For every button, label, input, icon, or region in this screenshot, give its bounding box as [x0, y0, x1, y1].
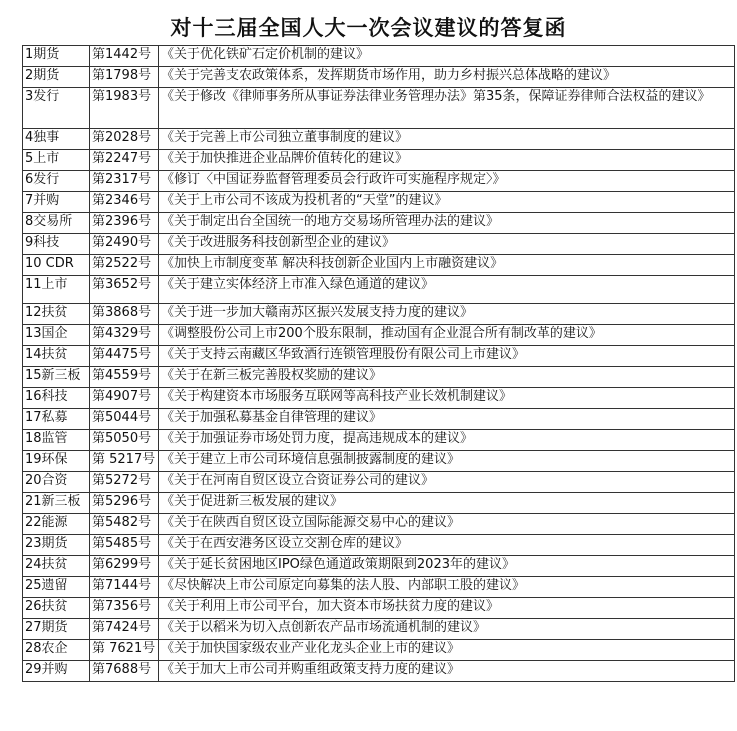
number-cell: 第7356号 — [90, 598, 159, 619]
category-cell: 21新三板 — [23, 493, 90, 514]
title-cell: 《关于建立上市公司环境信息强制披露制度的建议》 — [159, 451, 735, 472]
proposal-table — [22, 45, 735, 682]
number-cell: 第3868号 — [90, 304, 159, 325]
number-cell: 第7424号 — [90, 619, 159, 640]
category-cell: 9科技 — [23, 234, 90, 255]
table-row — [23, 367, 735, 388]
table-row — [23, 451, 735, 472]
number-cell: 第 7621号 — [90, 640, 159, 661]
title-cell: 《修订〈中国证券监督管理委员会行政许可实施程序规定〉》 — [159, 171, 735, 192]
number-cell: 第5272号 — [90, 472, 159, 493]
title-cell: 《关于建立实体经济上市准入绿色通道的建议》 — [159, 276, 735, 304]
table-row — [23, 255, 735, 276]
table-row — [23, 192, 735, 213]
category-cell: 14扶贫 — [23, 346, 90, 367]
title-cell: 《关于制定出台全国统一的地方交易场所管理办法的建议》 — [159, 213, 735, 234]
number-cell: 第4475号 — [90, 346, 159, 367]
title-cell: 《关于促进新三板发展的建议》 — [159, 493, 735, 514]
title-cell: 《关于完善支农政策体系，发挥期货市场作用，助力乡村振兴总体战略的建议》 — [159, 67, 735, 88]
number-cell: 第4559号 — [90, 367, 159, 388]
number-cell: 第2247号 — [90, 150, 159, 171]
table-row — [23, 276, 735, 304]
title-cell: 《关于延长贫困地区IPO绿色通道政策期限到2023年的建议》 — [159, 556, 735, 577]
page-title: 对十三届全国人大一次会议建议的答复函 — [170, 16, 567, 40]
title-cell: 《加快上市制度变革 解决科技创新企业国内上市融资建议》 — [159, 255, 735, 276]
title-cell: 《关于在新三板完善股权奖励的建议》 — [159, 367, 735, 388]
title-cell: 《关于完善上市公司独立董事制度的建议》 — [159, 129, 735, 150]
title-cell: 《关于以稻米为切入点创新农产品市场流通机制的建议》 — [159, 619, 735, 640]
title-cell: 《关于修改《律师事务所从事证券法律业务管理办法》第35条，保障证券律师合法权益的建议》 — [159, 88, 735, 129]
title-cell: 《关于上市公司不该成为投机者的“天堂”的建议》 — [159, 192, 735, 213]
category-cell: 13国企 — [23, 325, 90, 346]
category-cell: 23期货 — [23, 535, 90, 556]
table-row — [23, 88, 735, 129]
title-cell: 《关于加快推进企业品牌价值转化的建议》 — [159, 150, 735, 171]
title-cell: 《关于在陕西自贸区设立国际能源交易中心的建议》 — [159, 514, 735, 535]
table-row — [23, 472, 735, 493]
category-cell: 2期货 — [23, 67, 90, 88]
category-cell: 12扶贫 — [23, 304, 90, 325]
category-cell: 18监管 — [23, 430, 90, 451]
category-cell: 8交易所 — [23, 213, 90, 234]
title-cell: 《关于进一步加大赣南苏区振兴发展支持力度的建议》 — [159, 304, 735, 325]
number-cell: 第7144号 — [90, 577, 159, 598]
category-cell: 16科技 — [23, 388, 90, 409]
category-cell: 11上市 — [23, 276, 90, 304]
title-cell: 《尽快解决上市公司原定向募集的法人股、内部职工股的建议》 — [159, 577, 735, 598]
number-cell: 第3652号 — [90, 276, 159, 304]
table-row — [23, 129, 735, 150]
category-cell: 15新三板 — [23, 367, 90, 388]
category-cell: 3发行 — [23, 88, 90, 129]
category-cell: 26扶贫 — [23, 598, 90, 619]
number-cell: 第5482号 — [90, 514, 159, 535]
table-row — [23, 234, 735, 255]
number-cell: 第5485号 — [90, 535, 159, 556]
number-cell: 第7688号 — [90, 661, 159, 682]
category-cell: 6发行 — [23, 171, 90, 192]
table-row — [23, 325, 735, 346]
category-cell: 5上市 — [23, 150, 90, 171]
table-row — [23, 493, 735, 514]
title-cell: 《关于改进服务科技创新型企业的建议》 — [159, 234, 735, 255]
table-row — [23, 598, 735, 619]
table-row — [23, 346, 735, 367]
category-cell: 25遗留 — [23, 577, 90, 598]
table-row — [23, 535, 735, 556]
category-cell: 22能源 — [23, 514, 90, 535]
number-cell: 第4907号 — [90, 388, 159, 409]
category-cell: 27期货 — [23, 619, 90, 640]
table-row — [23, 171, 735, 192]
title-cell: 《关于加快国家级农业产业化龙头企业上市的建议》 — [159, 640, 735, 661]
title-cell: 《关于加强私募基金自律管理的建议》 — [159, 409, 735, 430]
number-cell: 第5050号 — [90, 430, 159, 451]
category-cell: 19环保 — [23, 451, 90, 472]
number-cell: 第1983号 — [90, 88, 159, 129]
category-cell: 7并购 — [23, 192, 90, 213]
table-row — [23, 150, 735, 171]
number-cell: 第4329号 — [90, 325, 159, 346]
category-cell: 10 CDR — [23, 255, 90, 276]
number-cell: 第5044号 — [90, 409, 159, 430]
table-row — [23, 556, 735, 577]
number-cell: 第6299号 — [90, 556, 159, 577]
table-row — [23, 213, 735, 234]
title-cell: 《关于加大上市公司并购重组政策支持力度的建议》 — [159, 661, 735, 682]
table-row — [23, 640, 735, 661]
title-cell: 《关于支持云南藏区华致酒行连锁管理股份有限公司上市建议》 — [159, 346, 735, 367]
number-cell: 第2522号 — [90, 255, 159, 276]
title-cell: 《关于构建资本市场服务互联网等高科技产业长效机制建议》 — [159, 388, 735, 409]
category-cell: 20合资 — [23, 472, 90, 493]
table-row — [23, 67, 735, 88]
title-cell: 《调整股份公司上市200个股东限制，推动国有企业混合所有制改革的建议》 — [159, 325, 735, 346]
category-cell: 1期货 — [23, 46, 90, 67]
category-cell: 28农企 — [23, 640, 90, 661]
table-row — [23, 619, 735, 640]
number-cell: 第2490号 — [90, 234, 159, 255]
number-cell: 第2317号 — [90, 171, 159, 192]
table-row — [23, 304, 735, 325]
table-row — [23, 661, 735, 682]
number-cell: 第5296号 — [90, 493, 159, 514]
table-row — [23, 409, 735, 430]
title-cell: 《关于优化铁矿石定价机制的建议》 — [159, 46, 735, 67]
table-row — [23, 514, 735, 535]
table-row — [23, 430, 735, 451]
number-cell: 第1442号 — [90, 46, 159, 67]
title-cell: 《关于在西安港务区设立交割仓库的建议》 — [159, 535, 735, 556]
title-cell: 《关于利用上市公司平台，加大资本市场扶贫力度的建议》 — [159, 598, 735, 619]
number-cell: 第1798号 — [90, 67, 159, 88]
table-row — [23, 388, 735, 409]
number-cell: 第2028号 — [90, 129, 159, 150]
title-cell: 《关于在河南自贸区设立合资证券公司的建议》 — [159, 472, 735, 493]
number-cell: 第2396号 — [90, 213, 159, 234]
table-row — [23, 577, 735, 598]
category-cell: 17私募 — [23, 409, 90, 430]
number-cell: 第 5217号 — [90, 451, 159, 472]
title-cell: 《关于加强证券市场处罚力度，提高违规成本的建议》 — [159, 430, 735, 451]
category-cell: 4独事 — [23, 129, 90, 150]
category-cell: 24扶贫 — [23, 556, 90, 577]
category-cell: 29并购 — [23, 661, 90, 682]
number-cell: 第2346号 — [90, 192, 159, 213]
table-row — [23, 46, 735, 67]
